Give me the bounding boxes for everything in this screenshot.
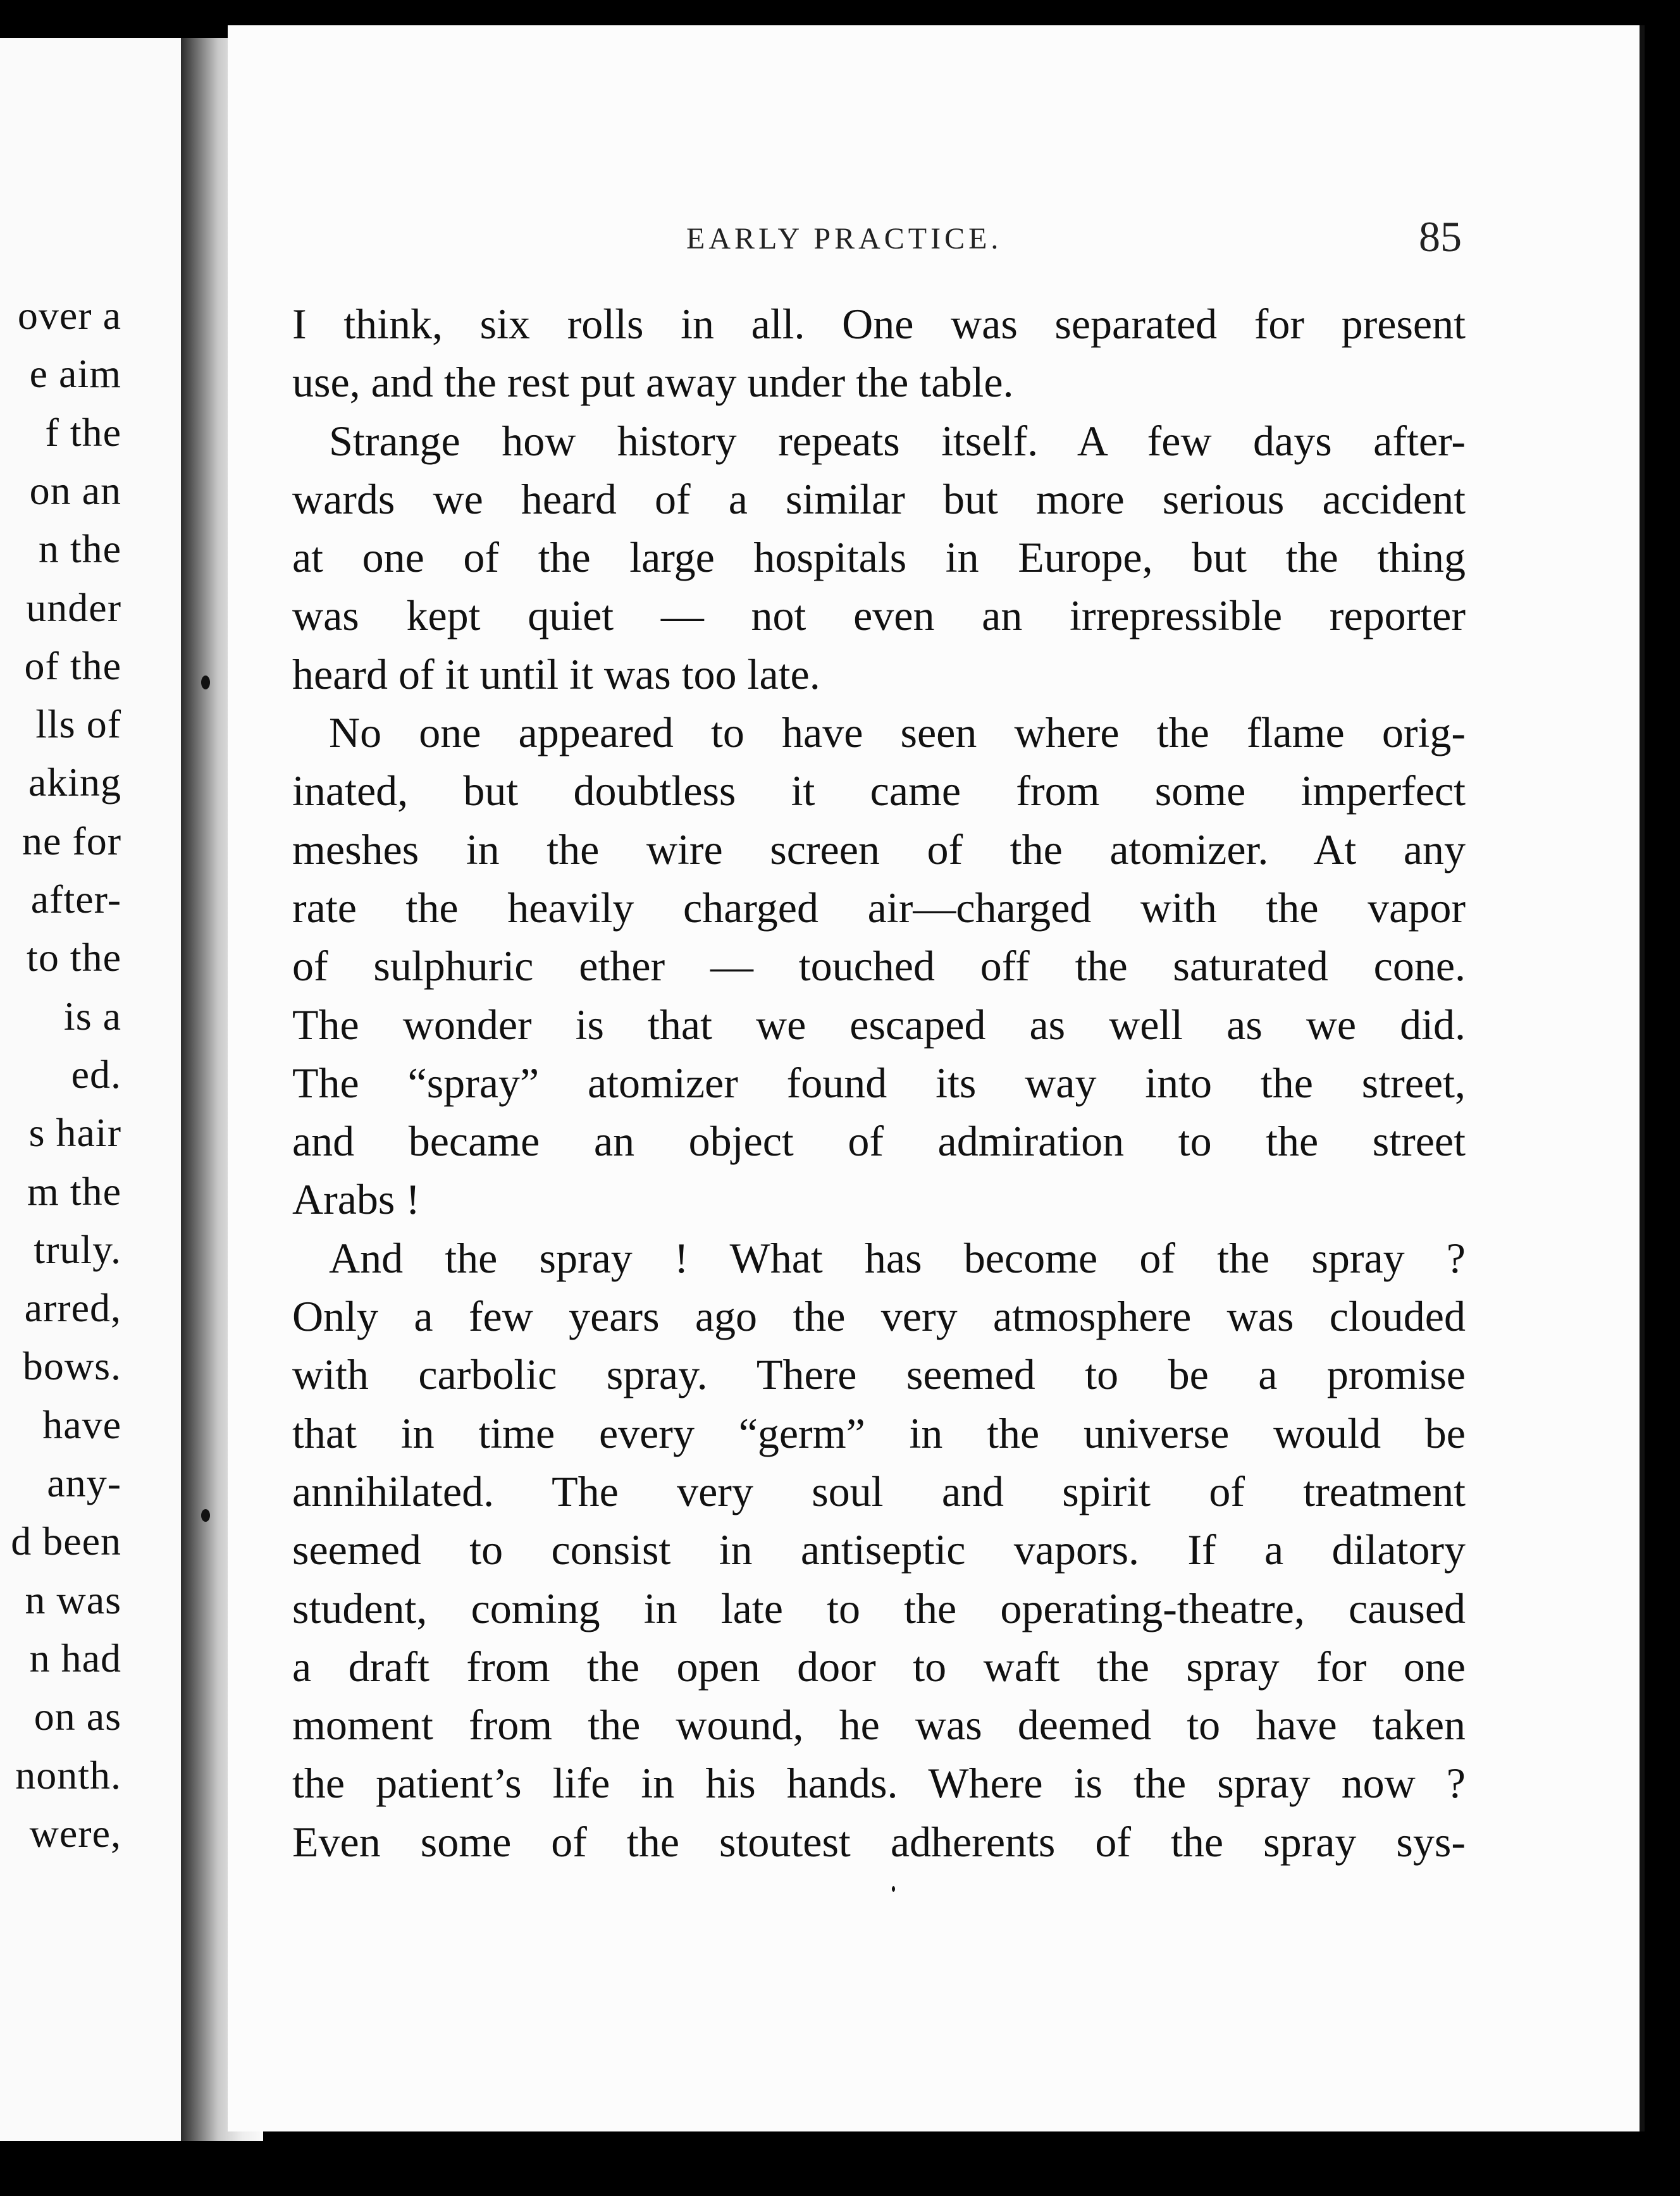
left-page-line: any- [47, 1460, 121, 1505]
text-line: heard of it until it was too late. [292, 650, 820, 698]
left-page-line: on as [34, 1694, 121, 1739]
left-page-line: m the [27, 1168, 121, 1214]
text-line: Arabs ! [292, 1175, 421, 1224]
text-line: Even some of the stoutest adherents of the spray sys- [292, 1817, 1466, 1866]
left-page-line: n had [29, 1635, 121, 1681]
left-page-line: lls of [35, 701, 121, 747]
ink-speck [201, 675, 210, 689]
text-line: of sulphuric ether — touched off the saturated cone. [292, 942, 1466, 990]
text-line: was kept quiet — not even an irrepressible reporter [292, 591, 1466, 640]
text-line: rate the heavily charged air—charged with the vapor [292, 883, 1466, 932]
left-page-line: d been [11, 1519, 121, 1564]
left-page-line: nonth. [15, 1752, 121, 1798]
left-page-line: after- [30, 877, 121, 922]
left-page-line: n the [38, 526, 121, 572]
ink-speck [201, 1509, 210, 1522]
left-page-line: have [42, 1402, 121, 1447]
left-page-line: arred, [24, 1285, 121, 1331]
left-page-line: over a [17, 293, 121, 338]
text-line: student, coming in late to the operating-theatre, caused [292, 1584, 1466, 1632]
left-page-line: truly. [34, 1226, 121, 1272]
text-line: Strange how history repeats itself. A few days after- [329, 416, 1466, 465]
left-page-line: to the [27, 935, 121, 980]
text-line: meshes in the wire screen of the atomizer. At any [292, 825, 1466, 873]
left-page-line: of the [24, 643, 121, 688]
left-page-line: under [26, 584, 121, 630]
text-line: moment from the wound, he was deemed to have taken [292, 1701, 1466, 1749]
text-line: inated, but doubtless it came from some imperfect [292, 767, 1466, 815]
text-line: and became an object of admiration to the street [292, 1117, 1466, 1166]
text-line: No one appeared to have seen where the flame orig- [329, 708, 1466, 757]
left-page-line: is a [63, 993, 121, 1039]
left-page-line: s hair [28, 1110, 121, 1156]
text-line: seemed to consist in antiseptic vapors. If a dilatory [292, 1526, 1466, 1574]
text-line: the patient’s life in his hands. Where is the spray now ? [292, 1759, 1466, 1808]
left-page-line: f the [45, 409, 121, 455]
text-line: I think, six rolls in all. One was separated for present [292, 300, 1466, 348]
body-text [292, 295, 1466, 1871]
text-line: annihilated. The very soul and spirit of treatment [292, 1467, 1466, 1515]
text-line: The wonder is that we escaped as well as we did. [292, 1000, 1466, 1049]
left-page-line: n was [25, 1577, 121, 1622]
text-line: Only a few years ago the very atmosphere was clouded [292, 1292, 1466, 1341]
left-page-line: bows. [22, 1343, 121, 1389]
text-line: that in time every “germ” in the universe would be [292, 1409, 1466, 1457]
text-line: with carbolic spray. There seemed to be a promise [292, 1350, 1466, 1399]
text-line: The “spray” atomizer found its way into the street, [292, 1058, 1466, 1107]
left-page-line: ed. [71, 1051, 121, 1097]
text-line: wards we heard of a similar but more serious accident [292, 474, 1466, 523]
left-page-line: aking [28, 760, 121, 805]
text-line: a draft from the open door to waft the spray for one [292, 1642, 1466, 1691]
left-page-line: on an [29, 467, 121, 513]
page-number: 85 [1419, 213, 1462, 261]
running-head: EARLY PRACTICE. [686, 222, 1003, 256]
left-page-line: ne for [22, 818, 121, 863]
left-page-line: were, [29, 1810, 121, 1856]
left-page-line: e aim [29, 351, 121, 397]
text-line: at one of the large hospitals in Europe, but the thing [292, 533, 1466, 582]
left-page-fragment [0, 38, 190, 2141]
ink-speck [892, 1886, 895, 1892]
text-line: And the spray ! What has become of the spray ? [329, 1233, 1466, 1282]
text-line: use, and the rest put away under the table. [292, 358, 1014, 407]
